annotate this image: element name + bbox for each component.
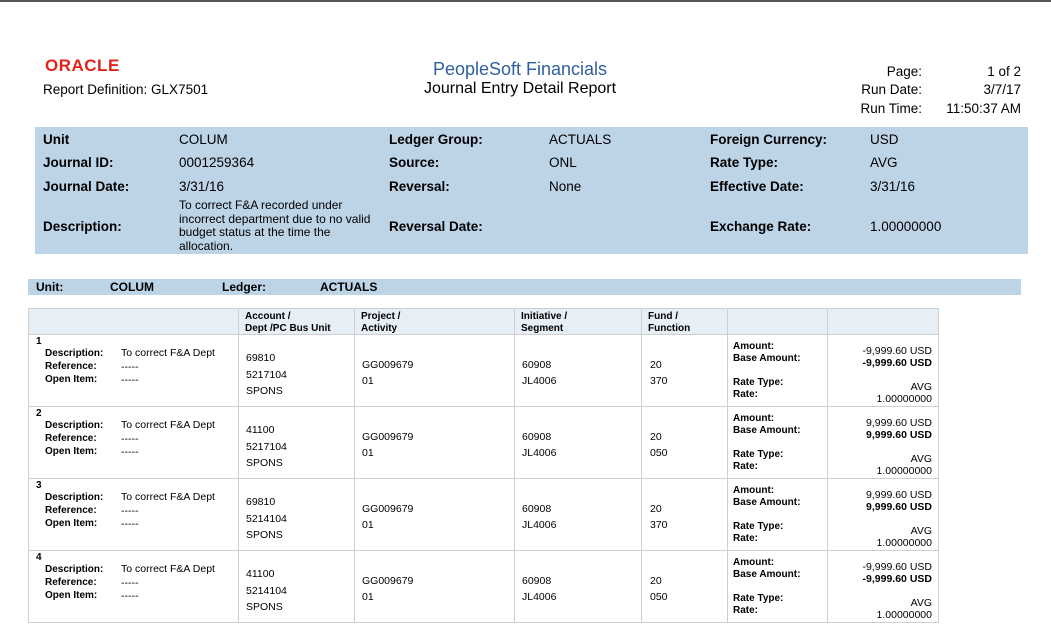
reversal-value: None <box>549 179 582 194</box>
line-segment: JL4006 <box>522 519 557 531</box>
line-initiative-cell <box>515 335 642 407</box>
line-base-amount: 9,999.60 USD <box>866 501 932 513</box>
journal-header-panel <box>35 127 1028 254</box>
line-activity: 01 <box>362 519 374 531</box>
line-fund-cell <box>642 335 728 407</box>
reversal-label: Reversal: <box>389 179 450 194</box>
line-open-item-value: ----- <box>121 446 139 458</box>
line-amount: 9,999.60 USD <box>866 489 932 501</box>
line-open-item-value: ----- <box>121 590 139 602</box>
line-description-label: Description: <box>45 492 104 503</box>
line-description-value: To correct F&A Dept <box>121 419 215 431</box>
exchange-rate-label: Exchange Rate: <box>710 219 812 234</box>
line-info-cell <box>29 551 239 623</box>
line-fund-cell <box>642 551 728 623</box>
run-date-value: 3/7/17 <box>983 82 1021 97</box>
line-account: 69810 <box>246 352 276 364</box>
line-rate-type-label: Rate Type: <box>733 593 784 604</box>
line-number: 3 <box>36 480 42 491</box>
line-reference-label: Reference: <box>45 505 97 516</box>
header-cell-amount-values <box>828 309 939 335</box>
run-time-value: 11:50:37 AM <box>946 101 1021 116</box>
line-fund: 20 <box>650 503 662 515</box>
line-amount-values-cell <box>828 479 939 551</box>
line-description-value: To correct F&A Dept <box>121 491 215 503</box>
ledger-group-label: Ledger Group: <box>389 132 483 147</box>
line-dept: 5217104 <box>246 369 287 381</box>
line-project: GG009679 <box>362 359 414 371</box>
line-reference-value: ----- <box>121 577 139 589</box>
page-value: 1 of 2 <box>987 64 1021 79</box>
line-initiative-cell <box>515 407 642 479</box>
line-dept: 5214104 <box>246 513 287 525</box>
bar-ledger-label: Ledger: <box>222 280 267 294</box>
line-amount-values-cell <box>828 335 939 407</box>
header-cell-project <box>355 309 515 335</box>
journal-id-label: Journal ID: <box>43 155 114 170</box>
line-account-cell <box>239 479 355 551</box>
line-amount-values-cell <box>828 407 939 479</box>
line-rate-type: AVG <box>910 381 932 393</box>
line-fund: 20 <box>650 575 662 587</box>
header-cell-amount-labels <box>728 309 828 335</box>
col-account-title: Account / <box>245 311 291 322</box>
line-segment: JL4006 <box>522 447 557 459</box>
line-open-item-value: ----- <box>121 374 139 386</box>
line-number: 4 <box>36 552 42 563</box>
line-amount-label: Amount: <box>733 413 775 424</box>
line-number: 2 <box>36 408 42 419</box>
line-fund-cell <box>642 479 728 551</box>
ledger-bar <box>28 279 1021 295</box>
line-base-amount-label: Base Amount: <box>733 497 801 508</box>
line-fund: 20 <box>650 359 662 371</box>
line-function: 050 <box>650 591 668 603</box>
line-rate: 1.00000000 <box>876 393 932 405</box>
line-account: 41100 <box>246 424 275 436</box>
journal-lines-table <box>28 308 939 623</box>
col-account-subtitle: Dept /PC Bus Unit <box>245 323 331 334</box>
line-reference-value: ----- <box>121 433 139 445</box>
line-amount-labels-cell <box>728 479 828 551</box>
header-cell-account <box>239 309 355 335</box>
line-account-cell <box>239 551 355 623</box>
col-project-subtitle: Activity <box>361 323 398 334</box>
line-amount: -9,999.60 USD <box>862 561 932 573</box>
unit-label: Unit <box>43 132 70 147</box>
line-segment: JL4006 <box>522 591 557 603</box>
line-dept: 5214104 <box>246 585 287 597</box>
line-function: 370 <box>650 375 668 387</box>
foreign-currency-label: Foreign Currency: <box>710 132 828 147</box>
line-base-amount: 9,999.60 USD <box>866 429 932 441</box>
line-initiative: 60908 <box>522 431 552 443</box>
line-open-item-label: Open Item: <box>45 374 98 385</box>
line-info-cell <box>29 407 239 479</box>
line-project: GG009679 <box>362 575 414 587</box>
line-segment: JL4006 <box>522 375 557 387</box>
description-value: To correct F&A recorded under incorrect department due to no valid budget status at the time the allocation. <box>179 198 371 253</box>
line-rate-type-label: Rate Type: <box>733 449 784 460</box>
oracle-logo: ORACLE <box>45 56 120 75</box>
line-base-amount-label: Base Amount: <box>733 425 801 436</box>
col-fund-subtitle: Function <box>648 323 691 334</box>
line-activity: 01 <box>362 591 374 603</box>
line-rate-type-label: Rate Type: <box>733 377 784 388</box>
line-rate: 1.00000000 <box>876 537 932 549</box>
line-rate-type: AVG <box>910 597 932 609</box>
line-amount: -9,999.60 USD <box>862 345 932 357</box>
line-open-item-label: Open Item: <box>45 518 98 529</box>
line-description-label: Description: <box>45 348 104 359</box>
bar-ledger-value: ACTUALS <box>320 280 378 294</box>
col-initiative-title: Initiative / <box>521 311 568 322</box>
line-project: GG009679 <box>362 503 414 515</box>
col-initiative-subtitle: Segment <box>521 323 564 334</box>
journal-lines-body <box>29 335 939 623</box>
line-rate: 1.00000000 <box>876 609 932 621</box>
line-activity: 01 <box>362 375 374 387</box>
exchange-rate-value: 1.00000000 <box>870 219 942 234</box>
line-reference-value: ----- <box>121 361 139 373</box>
run-time-label: Run Time: <box>860 101 922 116</box>
line-rate-type: AVG <box>910 453 932 465</box>
line-project-cell <box>355 407 515 479</box>
table-row <box>29 479 939 551</box>
description-label: Description: <box>43 219 122 234</box>
unit-value: COLUM <box>179 132 228 147</box>
line-account-cell <box>239 407 355 479</box>
line-base-amount: -9,999.60 USD <box>862 357 932 369</box>
line-initiative-cell <box>515 479 642 551</box>
top-border <box>0 0 1051 2</box>
line-bus-unit: SPONS <box>246 385 283 397</box>
line-amount-labels-cell <box>728 335 828 407</box>
line-info-cell <box>29 479 239 551</box>
line-bus-unit: SPONS <box>246 529 283 541</box>
source-value: ONL <box>549 155 577 170</box>
line-project: GG009679 <box>362 431 414 443</box>
col-project-title: Project / <box>361 311 401 322</box>
effective-date-value: 3/31/16 <box>870 179 916 194</box>
line-description-label: Description: <box>45 420 104 431</box>
line-amount-label: Amount: <box>733 557 775 568</box>
effective-date-label: Effective Date: <box>710 179 804 194</box>
journal-id-value: 0001259364 <box>179 155 255 170</box>
header-cell-initiative <box>515 309 642 335</box>
line-reference-label: Reference: <box>45 361 97 372</box>
line-rate: 1.00000000 <box>876 465 932 477</box>
line-fund-cell <box>642 407 728 479</box>
line-base-amount-label: Base Amount: <box>733 569 801 580</box>
line-fund: 20 <box>650 431 662 443</box>
line-amount-labels-cell <box>728 407 828 479</box>
line-amount-labels-cell <box>728 551 828 623</box>
line-activity: 01 <box>362 447 374 459</box>
line-function: 370 <box>650 519 668 531</box>
line-dept: 5217104 <box>246 441 287 453</box>
line-function: 050 <box>650 447 668 459</box>
rate-type-label: Rate Type: <box>710 155 779 170</box>
journal-date-value: 3/31/16 <box>179 179 225 194</box>
line-amount-label: Amount: <box>733 341 775 352</box>
reversal-date-label: Reversal Date: <box>389 219 483 234</box>
line-amount-values-cell <box>828 551 939 623</box>
line-open-item-value: ----- <box>121 518 139 530</box>
line-bus-unit: SPONS <box>246 601 283 613</box>
line-description-label: Description: <box>45 564 104 575</box>
line-rate-type-label: Rate Type: <box>733 521 784 532</box>
line-rate-label: Rate: <box>733 533 759 544</box>
line-rate-label: Rate: <box>733 389 759 400</box>
line-reference-label: Reference: <box>45 577 97 588</box>
line-description-value: To correct F&A Dept <box>121 347 215 359</box>
line-initiative: 60908 <box>522 359 552 371</box>
line-reference-label: Reference: <box>45 433 97 444</box>
table-header-row <box>29 309 939 335</box>
line-account: 69810 <box>246 496 276 508</box>
line-reference-value: ----- <box>121 505 139 517</box>
line-initiative: 60908 <box>522 503 552 515</box>
ledger-group-value: ACTUALS <box>549 132 612 147</box>
table-row <box>29 551 939 623</box>
line-account-cell <box>239 335 355 407</box>
source-label: Source: <box>389 155 440 170</box>
header-cell-fund <box>642 309 728 335</box>
app-title: PeopleSoft Financials <box>432 59 608 79</box>
col-fund-title: Fund / <box>648 311 678 322</box>
line-initiative: 60908 <box>522 575 552 587</box>
line-rate-label: Rate: <box>733 605 759 616</box>
run-date-label: Run Date: <box>861 82 922 97</box>
page-label: Page: <box>886 64 922 79</box>
foreign-currency-value: USD <box>870 132 899 147</box>
line-open-item-label: Open Item: <box>45 446 98 457</box>
line-number: 1 <box>36 336 42 347</box>
table-row <box>29 335 939 407</box>
journal-date-label: Journal Date: <box>43 179 130 194</box>
line-base-amount-label: Base Amount: <box>733 353 801 364</box>
bar-unit-label: Unit: <box>36 280 64 294</box>
line-amount: 9,999.60 USD <box>866 417 932 429</box>
line-initiative-cell <box>515 551 642 623</box>
line-project-cell <box>355 551 515 623</box>
line-account: 41100 <box>246 568 275 580</box>
bar-unit-value: COLUM <box>110 280 154 294</box>
header-cell-line <box>29 309 239 335</box>
line-rate-type: AVG <box>910 525 932 537</box>
line-base-amount: -9,999.60 USD <box>862 573 932 585</box>
report-title: Journal Entry Detail Report <box>423 80 617 97</box>
table-row <box>29 407 939 479</box>
rate-type-value: AVG <box>870 155 898 170</box>
report-definition: Report Definition: GLX7501 <box>43 82 209 97</box>
line-bus-unit: SPONS <box>246 457 283 469</box>
line-info-cell <box>29 335 239 407</box>
line-open-item-label: Open Item: <box>45 590 98 601</box>
line-amount-label: Amount: <box>733 485 775 496</box>
line-description-value: To correct F&A Dept <box>121 563 215 575</box>
line-project-cell <box>355 335 515 407</box>
line-rate-label: Rate: <box>733 461 759 472</box>
line-project-cell <box>355 479 515 551</box>
